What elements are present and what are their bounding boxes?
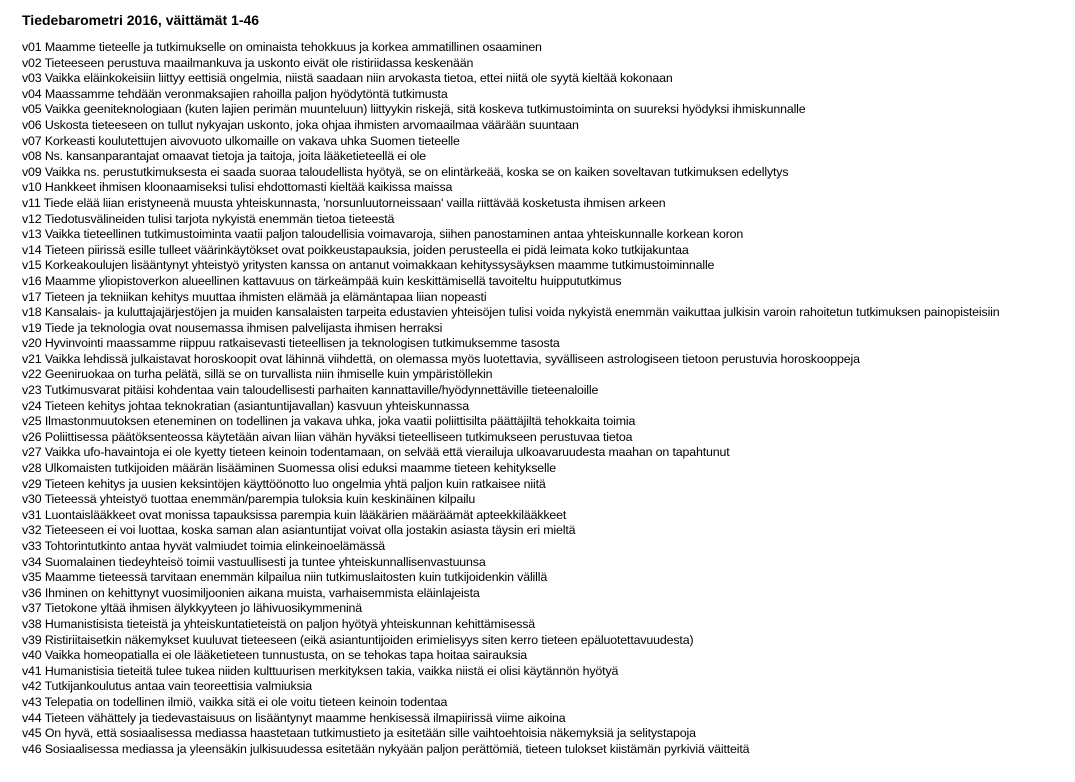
statement-item: v46 Sosiaalisessa mediassa ja yleensäkin julkisuudessa esitetään nykyään paljon perättömiä, tieteen tulokset kiistämän pyrkiviä väitteitä — [22, 741, 750, 756]
statement-item: v21 Vaikka lehdissä julkaistavat horoskoopit ovat lähinnä viihdettä, on olemassa myös luotettavia, syvälliseen astrologiseen tietoon perustuvia horoskooppeja — [22, 351, 860, 366]
statement-item: v17 Tieteen ja tekniikan kehitys muuttaa ihmisten elämää ja elämäntapaa liian nopeasti — [22, 289, 487, 304]
statement-item: v25 Ilmastonmuutoksen eteneminen on todellinen ja vakava uhka, joka vaatii poliittisilta päättäjiltä tehokkaita toimia — [22, 414, 636, 429]
statement-item: v30 Tieteessä yhteistyö tuottaa enemmän/parempia tuloksia kuin keskinäinen kilpailu — [22, 492, 476, 507]
statement-item: v22 Geeniruokaa on turha pelätä, sillä se on turvallista niin ihmiselle kuin ympäristöllekin — [22, 367, 493, 382]
statement-item: v24 Tieteen kehitys johtaa teknokratian (asiantuntijavallan) kasvuun yhteiskunnassa — [22, 398, 469, 413]
statement-list — [22, 40, 1072, 757]
statement-item: v09 Vaikka ns. perustutkimuksesta ei saada suoraa taloudellista hyötyä, se on elintärkeää, koska se on kaiken soveltavan tutkimuksen edellytys — [22, 164, 789, 179]
statement-item: v13 Vaikka tieteellinen tutkimustoiminta vaatii paljon taloudellisia voimavaroja, siihen panostaminen antaa yhteiskunnalle korkean koron — [22, 227, 744, 242]
statement-item: v33 Tohtorintutkinto antaa hyvät valmiudet toimia elinkeinoelämässä — [22, 539, 386, 553]
statement-item: v10 Hankkeet ihmisen kloonaamiseksi tulisi ehdottomasti kieltää kaikissa maissa — [22, 180, 453, 195]
statement-item: v37 Tietokone yltää ihmisen älykkyyteen jo lähivuosikymmeninä — [22, 601, 363, 616]
statement-item: v16 Maamme yliopistoverkon alueellinen kattavuus on tärkeämpää kuin keskittämisellä tavoiteltu huippututkimus — [22, 273, 622, 288]
statement-item: v45 On hyvä, että sosiaalisessa mediassa haastetaan tutkimustieto ja esitetään sille vaihtoehtoisia näkemyksiä ja selitystapoja — [22, 726, 696, 741]
statement-item: v38 Humanistisista tieteistä ja yhteiskuntatieteistä on paljon hyötyä yhteiskunnan kehittämisessä — [22, 616, 536, 631]
statement-item: v35 Maamme tieteessä tarvitaan enemmän kilpailua niin tutkimuslaitosten kuin tutkijoidenkin välillä — [22, 570, 548, 585]
statement-item: v11 Tiede elää liian eristyneenä muusta yhteiskunnasta, 'norsunluutorneissaan' vailla riittävää kosketusta ihmisen arkeen — [22, 195, 666, 210]
statement-item: v06 Uskosta tieteeseen on tullut nykyajan uskonto, joka ohjaa ihmisten arvomaailmaa väärään suuntaan — [22, 117, 579, 132]
statement-item: v18 Kansalais- ja kuluttajajärjestöjen ja muiden kansalaisten tarpeita edustavien yhteisöjen tulisi voida nykyistä enemmän vaikuttaa julkisin varoin rahoitetun tutkimuksen painopisteisiin — [22, 305, 1000, 320]
statement-item: v02 Tieteeseen perustuva maailmankuva ja uskonto eivät ole ristiriidassa keskenään — [22, 55, 474, 70]
statement-item: v08 Ns. kansanparantajat omaavat tietoja ja taitoja, joita lääketieteellä ei ole — [22, 149, 427, 164]
statement-item: v04 Maassamme tehdään veronmaksajien rahoilla paljon hyödytöntä tutkimusta — [22, 86, 448, 101]
statement-item: v03 Vaikka eläinkokeisiin liittyy eettisiä ongelmia, niistä saadaan niin arvokasta tietoa, ettei niitä ole syytä kieltää kokonaan — [22, 71, 673, 86]
statement-item: v34 Suomalainen tiedeyhteisö toimii vastuullisesti ja tuntee yhteiskunnallisenvastuunsa — [22, 554, 486, 569]
statement-item: v05 Vaikka geeniteknologiaan (kuten lajien perimän muunteluun) liittyykin riskejä, sitä koskeva tutkimustoiminta on suureksi hyödyksi ihmiskunnalle — [22, 102, 806, 117]
document-title: Tiedebarometri 2016, väittämät 1-46 — [22, 12, 260, 28]
statement-item: v20 Hyvinvointi maassamme riippuu ratkaisevasti tieteellisen ja teknologisen tutkimuksemme tasosta — [22, 336, 560, 351]
statement-item: v15 Korkeakoulujen lisääntynyt yhteistyö yritysten kanssa on antanut voimakkaan kehityssysäyksen maamme tutkimustoiminnalle — [22, 258, 715, 273]
statement-item: v36 Ihminen on kehittynyt vuosimiljoonien aikana muista, varhaisemmista eläinlajeista — [22, 585, 480, 600]
statement-item: v41 Humanistisia tieteitä tulee tukea niiden kulttuurisen merkityksen takia, vaikka niistä ei olisi käytännön hyötyä — [22, 663, 619, 678]
statement-item: v07 Korkeasti koulutettujen aivovuoto ulkomaille on vakava uhka Suomen tieteelle — [22, 133, 460, 148]
statement-item: v43 Telepatia on todellinen ilmiö, vaikka sitä ei ole voitu tieteen keinoin todentaa — [22, 694, 448, 709]
document — [22, 10, 1072, 757]
statement-item: v32 Tieteeseen ei voi luottaa, koska saman alan asiantuntijat voivat olla jostakin asiasta täysin eri mieltä — [22, 523, 576, 538]
statement-item: v27 Vaikka ufo-havaintoja ei ole kyetty tieteen keinoin todentamaan, on selvää että vierailuja ulkoavaruudesta maahan on tapahtunut — [22, 445, 730, 460]
statement-item: v19 Tiede ja teknologia ovat nousemassa ihmisen palvelijasta ihmisen herraksi — [22, 320, 443, 335]
statement-item: v31 Luontaislääkkeet ovat monissa tapauksissa parempia kuin lääkärien määräämät apteekkilääkkeet — [22, 507, 567, 522]
statement-item: v12 Tiedotusvälineiden tulisi tarjota nykyistä enemmän tietoa tieteestä — [22, 211, 395, 226]
statement-item: v23 Tutkimusvarat pitäisi kohdentaa vain taloudellisesti parhaiten kannattaville/hyödynnettäville tieteenaloille — [22, 383, 599, 398]
statement-item: v28 Ulkomaisten tutkijoiden määrän lisääminen Suomessa olisi eduksi maamme tieteen kehitykselle — [22, 461, 556, 476]
statement-item: v44 Tieteen vähättely ja tiedevastaisuus on lisääntynyt maamme henkisessä ilmapiirissä viime aikoina — [22, 710, 566, 725]
statement-item: v40 Vaikka homeopatialla ei ole lääketieteen tunnustusta, on se tehokas tapa hoitaa sairauksia — [22, 648, 528, 663]
statement-item: v14 Tieteen piirissä esille tulleet väärinkäytökset ovat poikkeustapauksia, joiden perusteella ei pidä leimata koko tutkijakuntaa — [22, 242, 689, 257]
statement-item: v26 Poliittisessa päätöksenteossa käytetään aivan liian vähän hyväksi tieteelliseen tutkimukseen perustuvaa tietoa — [22, 429, 633, 444]
statement-item: v29 Tieteen kehitys ja uusien keksintöjen käyttöönotto luo ongelmia yhtä paljon kuin ratkaisee niitä — [22, 476, 546, 491]
statement-item: v39 Ristiriitaisetkin näkemykset kuuluvat tieteeseen (eikä asiantuntijoiden erimielisyys siten kerro tieteen epäluotettavuudesta) — [22, 632, 694, 647]
statement-item: v42 Tutkijankoulutus antaa vain teoreettisia valmiuksia — [22, 679, 312, 694]
statement-item: v01 Maamme tieteelle ja tutkimukselle on ominaista tehokkuus ja korkea ammatillinen osaaminen — [22, 40, 542, 54]
